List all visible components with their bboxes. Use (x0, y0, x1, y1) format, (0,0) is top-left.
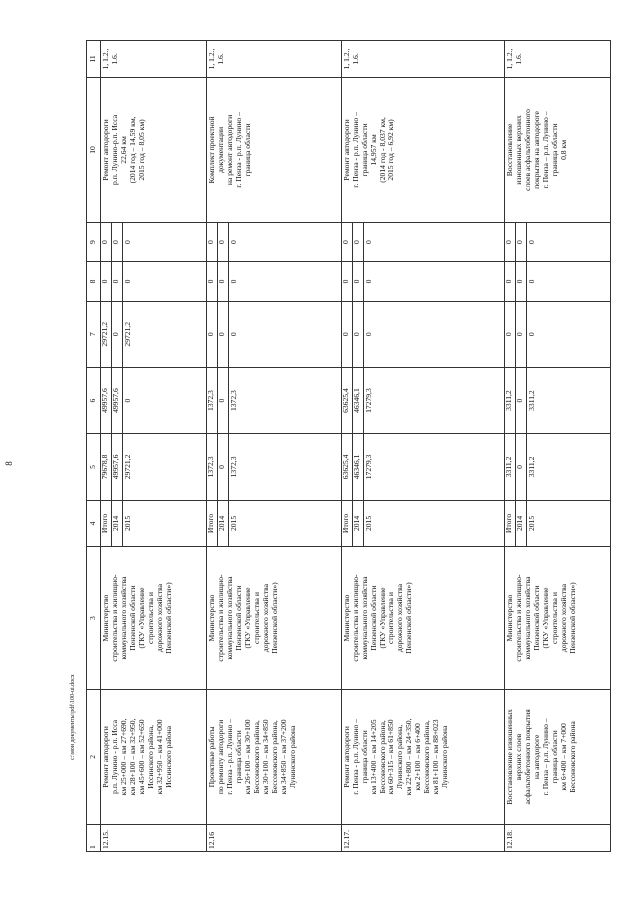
page-number: 8 (3, 461, 14, 466)
year-cell: 2014 (218, 500, 229, 547)
amount-total: 3311,2 (504, 434, 515, 500)
amount-regional: 49957,6 (101, 367, 112, 433)
year-cell: 2015 (363, 500, 504, 547)
amount-federal: 0 (229, 301, 342, 367)
year-cell: 2014 (352, 500, 363, 547)
expected-result: Ремонт автодороги р.п. Лунино-р.п. Исса 22,64 км (2014 год – 14,59 км, 2015 год – 8,05 км) (101, 77, 207, 222)
year-cell: Итого (504, 500, 515, 547)
year-cell: 2015 (229, 500, 342, 547)
amount-federal: 0 (112, 301, 123, 367)
footer-file-path: c:\мои документы\pdf\100-ui.docx (70, 674, 76, 760)
amount-other: 0 (229, 222, 342, 261)
header-cell: 5 (87, 434, 101, 500)
amount-total: 0 (515, 434, 526, 500)
amount-other: 0 (123, 222, 207, 261)
amount-local: 0 (363, 262, 504, 301)
indicator-refs: 1, 1.2., 1.6. (341, 41, 504, 78)
measure-name: Ремонт автодороги г. Пенза - р.п. Лунино – граница области км 13+400 – км 14+205 Бессоновского района, км 60+315 – км 61+850 Лунинского района, км 22+800 – км 24+350, км 2+100 – км 6+400 Бессоновского района, км 81+100 – км 88+023 Лунинского района (341, 689, 504, 824)
header-cell: 9 (87, 222, 101, 261)
amount-total: 1372,3 (207, 434, 218, 500)
amount-local: 0 (123, 262, 207, 301)
amount-local: 0 (352, 262, 363, 301)
amount-total: 49957,6 (112, 434, 123, 500)
header-cell: 1 (87, 824, 101, 851)
amount-regional: 17279,3 (363, 367, 504, 433)
header-cell: 6 (87, 367, 101, 433)
amount-federal: 0 (504, 301, 515, 367)
year-cell: 2015 (526, 500, 610, 547)
executor: Министерство строительства и жилищно- коммунального хозяйства Пензенской области (ГКУ «Управление строительства и дорожного хозяйства Пензенской области») (341, 547, 504, 690)
executor: Министерство строительства и жилищно- коммунального хозяйства Пензенской области (ГКУ «Управление строительства и дорожного хозяйства Пензенской области») (504, 547, 610, 690)
amount-regional: 49957,6 (112, 367, 123, 433)
amount-federal: 0 (526, 301, 610, 367)
amount-total: 3311,2 (526, 434, 610, 500)
amount-federal: 0 (352, 301, 363, 367)
amount-local: 0 (207, 262, 218, 301)
program-measures-table (86, 40, 611, 852)
amount-federal: 29721,2 (101, 301, 112, 367)
year-cell: 2014 (112, 500, 123, 547)
amount-regional: 1372,3 (229, 367, 342, 433)
expected-result: Комплект проектной документации на ремонт автодороги г. Пенза - р.п. Лунино – граница области (207, 77, 342, 222)
year-cell: Итого (207, 500, 218, 547)
indicator-refs: 1, 1.2., 1.6. (207, 41, 342, 78)
expected-result: Восстановление изношенных верхних слоев асфальтобетонного покрытия на автодороге г. Пенза – р.п. Лунино – граница области 0,8 км (504, 77, 610, 222)
table-body (101, 41, 611, 852)
amount-local: 0 (101, 262, 112, 301)
executor: Министерство строительства и жилищно- коммунального хозяйства Пензенской области (ГКУ «Управление строительства и дорожного хозяйства Пензенской области») (207, 547, 342, 690)
amount-federal: 0 (515, 301, 526, 367)
item-number: 12.16 (207, 824, 342, 851)
table-row (341, 41, 352, 852)
amount-local: 0 (218, 262, 229, 301)
amount-local: 0 (526, 262, 610, 301)
amount-federal: 0 (207, 301, 218, 367)
amount-other: 0 (341, 222, 352, 261)
amount-federal: 0 (363, 301, 504, 367)
header-cell: 11 (87, 41, 101, 78)
header-cell: 3 (87, 547, 101, 690)
amount-regional: 1372,3 (207, 367, 218, 433)
table-row (101, 41, 112, 852)
amount-total: 46346,1 (352, 434, 363, 500)
amount-other: 0 (101, 222, 112, 261)
table-row (504, 41, 515, 852)
amount-local: 0 (229, 262, 342, 301)
amount-total: 79678,8 (101, 434, 112, 500)
amount-other: 0 (504, 222, 515, 261)
year-cell: Итого (101, 500, 112, 547)
header-cell: 7 (87, 301, 101, 367)
amount-federal: 0 (341, 301, 352, 367)
amount-federal: 29721,2 (123, 301, 207, 367)
year-cell: Итого (341, 500, 352, 547)
executor: Министерство строительства и жилищно- коммунального хозяйства Пензенской области (ГКУ «Управление строительства и дорожного хозяйства Пензенской области») (101, 547, 207, 690)
amount-local: 0 (515, 262, 526, 301)
amount-other: 0 (515, 222, 526, 261)
measure-name: Восстановление изношенных верхних слоев асфальтобетонного покрытия на автодороге г. Пенза – р.п. Лунино – граница области км 6+400 – км 7+000 Бессоновского района (504, 689, 610, 824)
amount-regional: 3311,2 (526, 367, 610, 433)
amount-regional: 0 (218, 367, 229, 433)
amount-regional: 46346,1 (352, 367, 363, 433)
measure-name: Проектные работы по ремонту автодороги г. Пенза - р.п. Лунино – граница области км 26+100 – км 30+100 Бессоновского района, км 30+100 – км 34+850 Бессоновского района, км 34+850 – км 37+200 Лунинского района (207, 689, 342, 824)
amount-other: 0 (363, 222, 504, 261)
amount-total: 29721,2 (123, 434, 207, 500)
amount-regional: 0 (515, 367, 526, 433)
rotated-table-container (86, 40, 611, 852)
amount-local: 0 (341, 262, 352, 301)
amount-regional: 3311,2 (504, 367, 515, 433)
amount-other: 0 (112, 222, 123, 261)
amount-local: 0 (504, 262, 515, 301)
header-cell: 8 (87, 262, 101, 301)
table-header-row (87, 41, 101, 852)
amount-other: 0 (526, 222, 610, 261)
amount-total: 0 (218, 434, 229, 500)
amount-regional: 63625,4 (341, 367, 352, 433)
amount-federal: 0 (218, 301, 229, 367)
amount-other: 0 (207, 222, 218, 261)
expected-result: Ремонт автодороги г. Пенза - р.п. Лунино – граница области 14,957 км (2014 год - 8,037 км, 2015 год – 6,92 км) (341, 77, 504, 222)
amount-total: 63625,4 (341, 434, 352, 500)
indicator-refs: 1, 1.2., 1.6. (101, 41, 207, 78)
amount-other: 0 (352, 222, 363, 261)
item-number: 12.18. (504, 824, 610, 851)
table-row (207, 41, 218, 852)
item-number: 12.17. (341, 824, 504, 851)
amount-local: 0 (112, 262, 123, 301)
indicator-refs: 1, 1.2., 1.6. (504, 41, 610, 78)
header-cell: 10 (87, 77, 101, 222)
header-cell: 4 (87, 500, 101, 547)
header-cell: 2 (87, 689, 101, 824)
year-cell: 2015 (123, 500, 207, 547)
amount-other: 0 (218, 222, 229, 261)
measure-name: Ремонт автодороги р.п. Лунино - р.п. Исса км 25+000 – км 27+690, км 28+100 – км 32+950, км 45+600 – км 52+650 Иссинского района, км 32+950 – км 41+000 Иссинского района (101, 689, 207, 824)
year-cell: 2014 (515, 500, 526, 547)
amount-total: 1372,3 (229, 434, 342, 500)
item-number: 12.15. (101, 824, 207, 851)
amount-total: 17279,3 (363, 434, 504, 500)
amount-regional: 0 (123, 367, 207, 433)
